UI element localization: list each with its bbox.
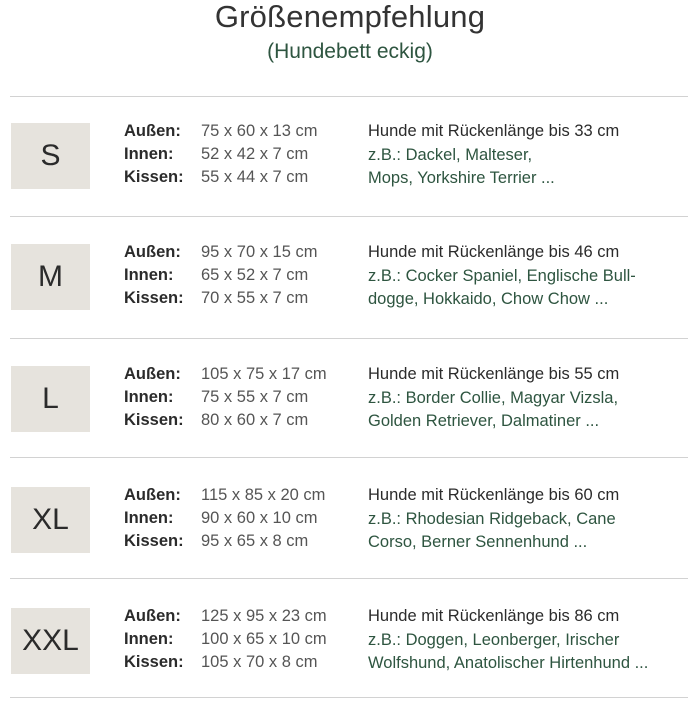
size-description: [368, 605, 693, 676]
back-length-text: Hunde mit Rückenlänge bis 86 cm: [368, 607, 620, 625]
cushion-value: 70 x 55 x 7 cm: [201, 289, 309, 307]
outer-label: Außen:: [124, 607, 181, 625]
divider: [10, 96, 688, 97]
size-badge: L: [11, 366, 90, 432]
back-length-text: Hunde mit Rückenlänge bis 55 cm: [368, 365, 620, 383]
breeds-line: z.B.: Border Collie, Magyar Vizsla,: [368, 388, 619, 407]
outer-label: Außen:: [124, 122, 181, 140]
size-description: [368, 241, 693, 312]
breeds-line: Golden Retriever, Dalmatiner ...: [368, 412, 600, 430]
back-length-text: Hunde mit Rückenlänge bis 60 cm: [368, 486, 620, 504]
cushion-label: Kissen:: [124, 289, 184, 307]
outer-label: Außen:: [124, 365, 181, 383]
size-row-s: [0, 120, 700, 241]
dimensions: [124, 363, 364, 432]
inner-label: Innen:: [124, 630, 174, 648]
size-description: [368, 363, 693, 434]
inner-label: Innen:: [124, 388, 174, 406]
cushion-label: Kissen:: [124, 532, 184, 550]
outer-value: 75 x 60 x 13 cm: [201, 122, 318, 140]
inner-value: 65 x 52 x 7 cm: [201, 266, 309, 284]
size-row-m: [0, 241, 700, 362]
back-length-text: Hunde mit Rückenlänge bis 33 cm: [368, 122, 620, 140]
inner-value: 100 x 65 x 10 cm: [201, 630, 327, 648]
breeds-line: z.B.: Rhodesian Ridgeback, Cane: [368, 509, 616, 528]
size-badge: XL: [11, 487, 90, 553]
size-description: [368, 120, 693, 191]
breeds-line: Wolfshund, Anatolischer Hirtenhund ...: [368, 654, 649, 672]
outer-value: 105 x 75 x 17 cm: [201, 365, 327, 383]
back-length-text: Hunde mit Rückenlänge bis 46 cm: [368, 243, 620, 261]
outer-label: Außen:: [124, 486, 181, 504]
size-row-l: [0, 363, 700, 484]
page-subtitle: (Hundebett eckig): [267, 40, 433, 63]
breeds-line: z.B.: Doggen, Leonberger, Irischer: [368, 630, 620, 649]
inner-label: Innen:: [124, 509, 174, 527]
cushion-label: Kissen:: [124, 411, 184, 429]
breeds-line: z.B.: Cocker Spaniel, Englische Bull-: [368, 266, 636, 285]
cushion-label: Kissen:: [124, 168, 184, 186]
breeds-line: Mops, Yorkshire Terrier ...: [368, 169, 555, 187]
inner-label: Innen:: [124, 266, 174, 284]
breeds-line: Corso, Berner Sennenhund ...: [368, 533, 588, 551]
breeds-line: dogge, Hokkaido, Chow Chow ...: [368, 290, 609, 308]
size-badge: M: [11, 244, 90, 310]
outer-label: Außen:: [124, 243, 181, 261]
cushion-value: 95 x 65 x 8 cm: [201, 532, 309, 550]
dimensions: [124, 241, 364, 310]
inner-value: 52 x 42 x 7 cm: [201, 145, 309, 163]
breeds-line: z.B.: Dackel, Malteser,: [368, 145, 533, 164]
size-description: [368, 484, 693, 555]
size-badge: XXL: [11, 608, 90, 674]
size-row-xxl: [0, 605, 700, 726]
outer-value: 95 x 70 x 15 cm: [201, 243, 318, 261]
inner-label: Innen:: [124, 145, 174, 163]
outer-value: 125 x 95 x 23 cm: [201, 607, 327, 625]
size-row-xl: [0, 484, 700, 605]
page-title: Größenempfehlung: [214, 0, 486, 34]
cushion-value: 105 x 70 x 8 cm: [201, 653, 318, 671]
cushion-value: 80 x 60 x 7 cm: [201, 411, 309, 429]
inner-value: 90 x 60 x 10 cm: [201, 509, 318, 527]
cushion-label: Kissen:: [124, 653, 184, 671]
dimensions: [124, 484, 364, 553]
dimensions: [124, 120, 364, 189]
inner-value: 75 x 55 x 7 cm: [201, 388, 309, 406]
outer-value: 115 x 85 x 20 cm: [201, 486, 326, 504]
size-badge: S: [11, 123, 90, 189]
cushion-value: 55 x 44 x 7 cm: [201, 168, 309, 186]
dimensions: [124, 605, 364, 674]
